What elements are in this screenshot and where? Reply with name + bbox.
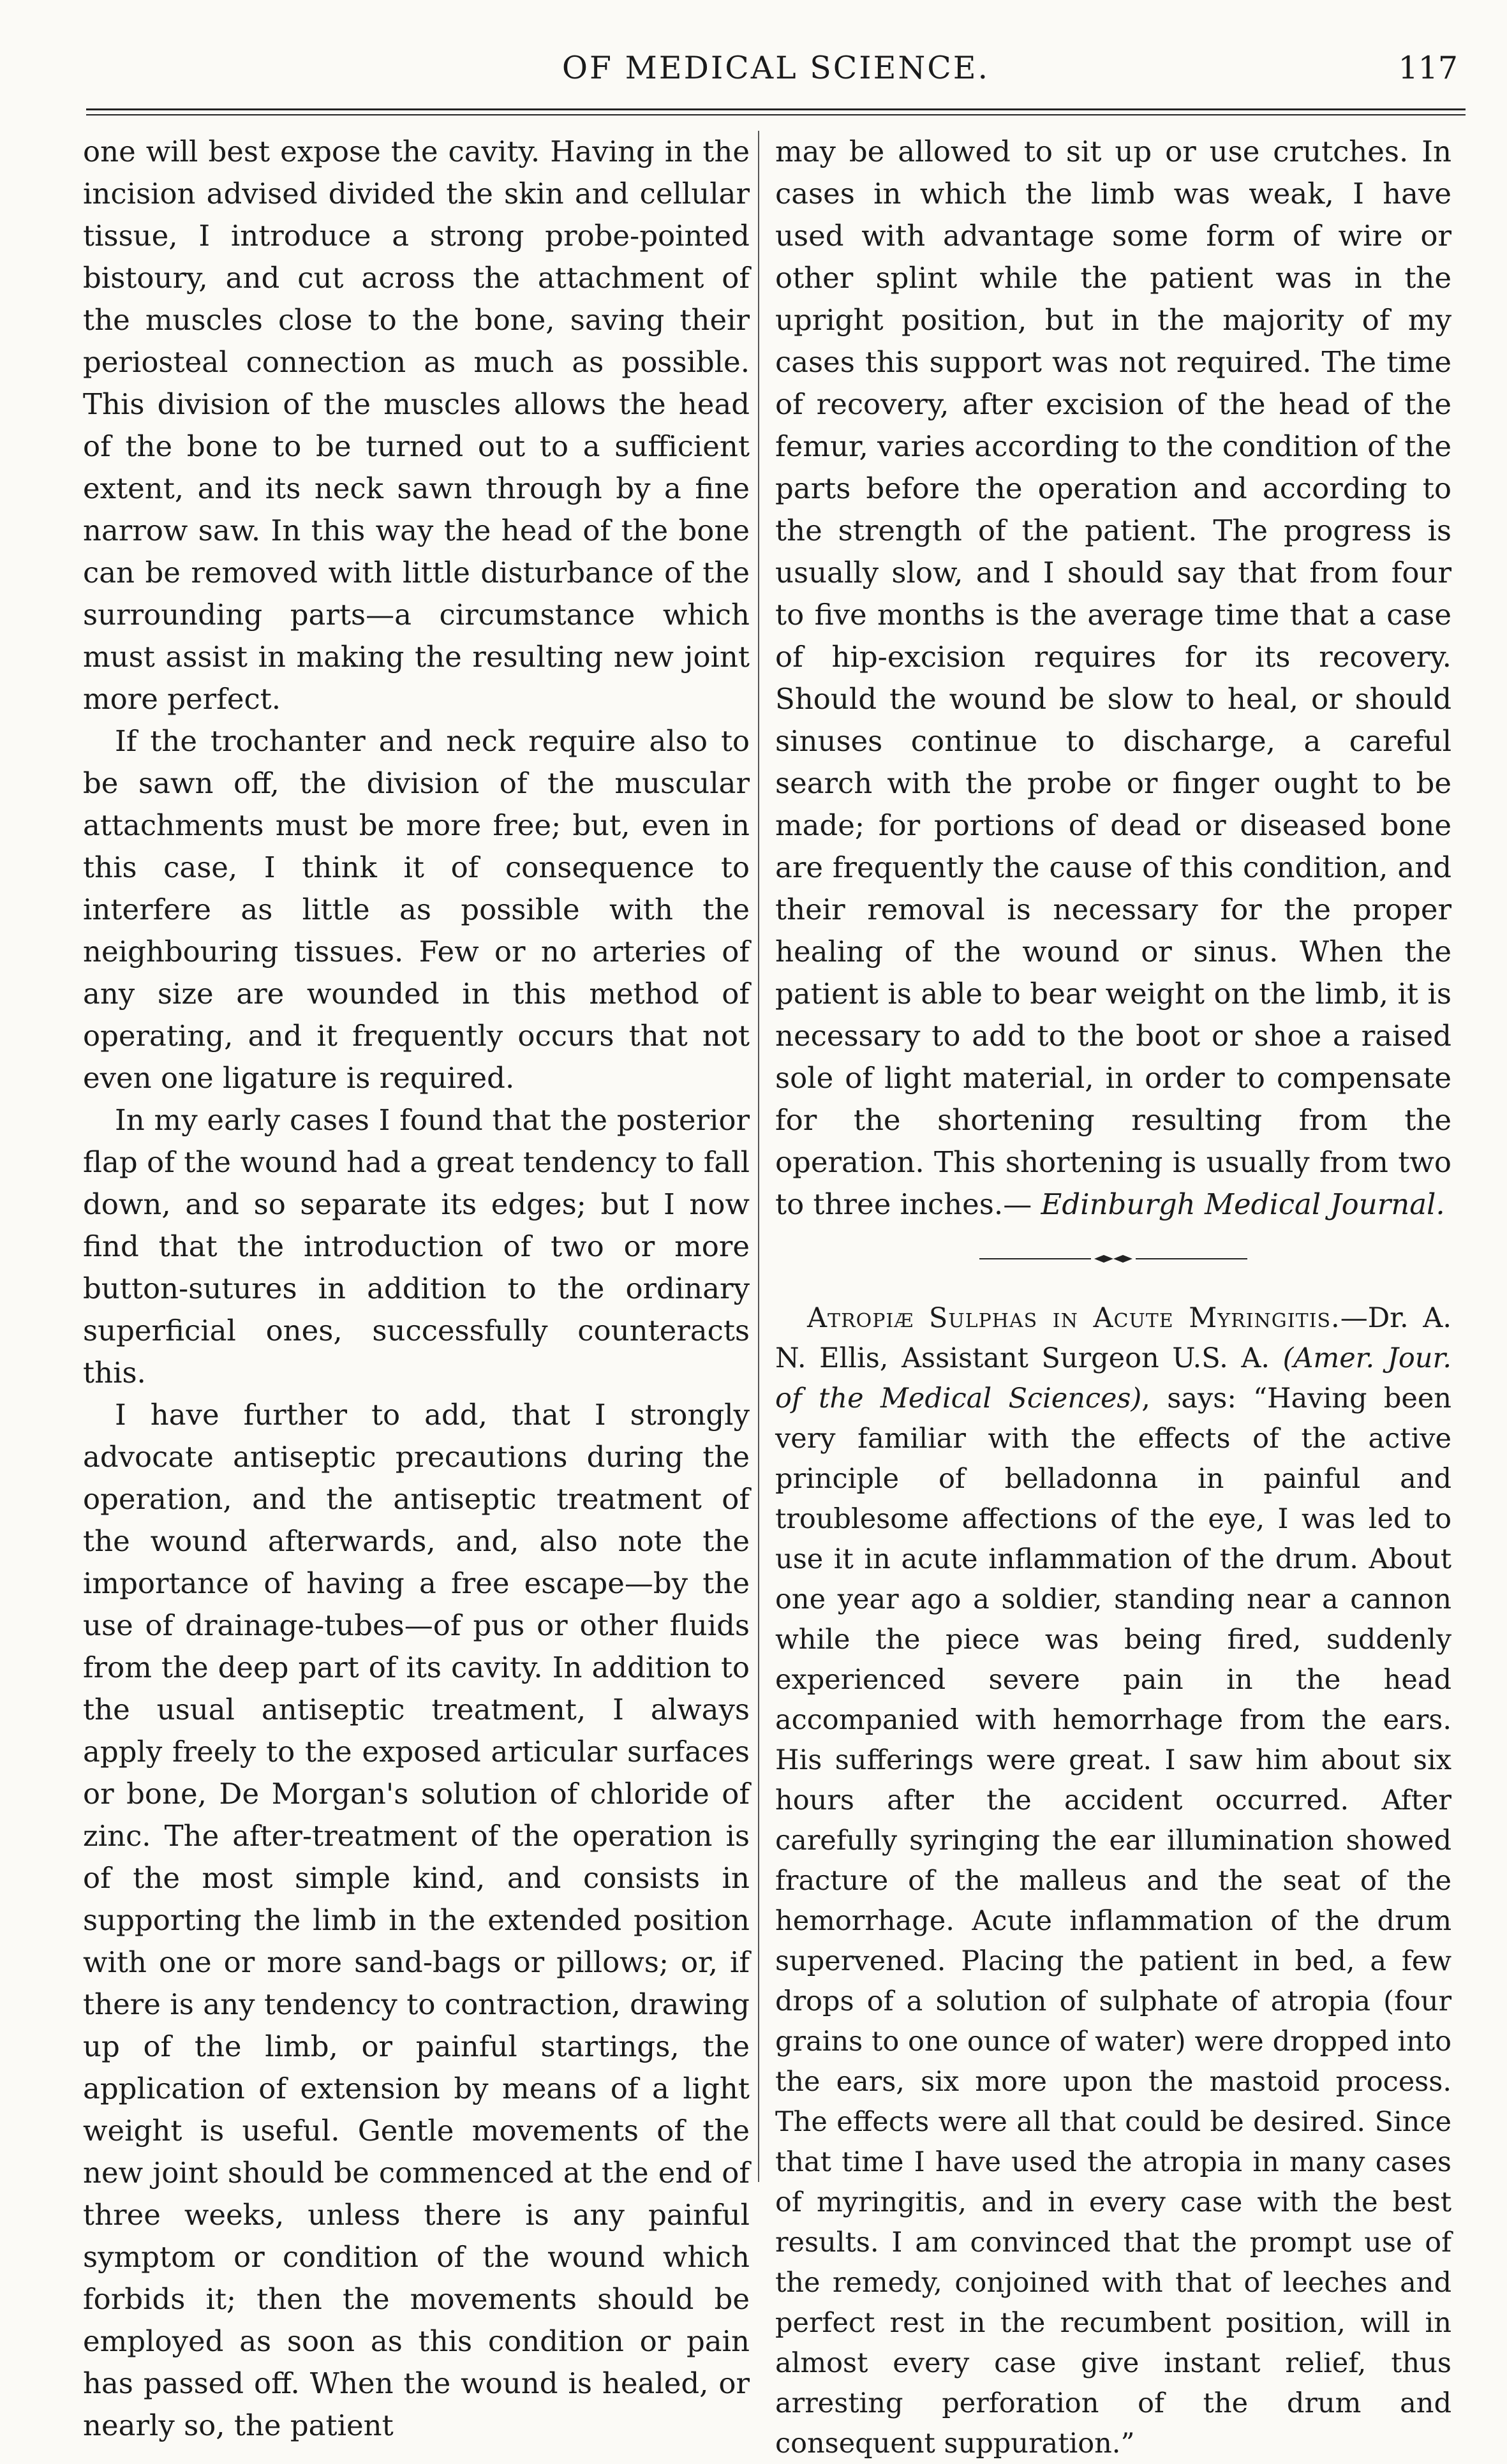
article-author: —Dr. A. N. Ellis, Assistant Surgeon U.S. A. — [775, 1302, 1451, 1374]
right-column — [775, 131, 1451, 2464]
column-divider — [758, 131, 759, 2182]
paragraph-antiseptic: I have further to add, that I strongly advocate antiseptic precautions during the operation, and the antiseptic treatment of the wound afterwards, and, also note the importance of having a free escape—by the use of drainage-tubes—of pus or other fluids from the deep part of its cavity. In addition to the usual antiseptic treatment, I always apply freely to the exposed articular surfaces or bone, De Morgan's solution of chloride of zinc. The after-treatment of the operation is of the most simple kind, and consists in supporting the limb in the extended position with one or more sand-bags or pillows; or, if there is any tendency to contraction, drawing up of the limb, or painful startings, the application of extension by means of a light weight is useful. Gentle movements of the new joint should be commenced at the end of three weeks, unless there is any painful symptom or condition of the wound which forbids it; then the movements should be employed as soon as this condition or pain has passed off. When the wound is healed, or nearly so, the patient — [83, 1398, 750, 2442]
article-title: Atropiæ Sulphas in Acute Myringitis. — [807, 1302, 1340, 1334]
section-ornament — [979, 1252, 1247, 1265]
paragraph-recovery — [775, 131, 1451, 1226]
paragraph-continuation: one will best expose the cavity. Having in the incision advised divided the skin and cellular tissue, I introduce a strong probe-pointed bistoury, and cut across the attachment of the muscles close to the bone, saving their periosteal connection as much as possible. This division of the muscles allows the head of the bone to be turned out to a sufficient extent, and its neck sawn through by a fine narrow saw. In this way the head of the bone can be removed with little disturbance of the surrounding parts—a circumstance which must assist in making the resulting new joint more perfect. — [83, 135, 750, 716]
running-title: OF MEDICAL SCIENCE. — [561, 50, 990, 86]
paragraph-early-cases: In my early cases I found that the posterior flap of the wound had a great tendency to fall down, and so separate its edges; but I now find that the introduction of two or more button-sutures in addition to the ordinary superficial ones, successfully counteracts this. — [83, 1103, 750, 1390]
left-column — [83, 131, 750, 2447]
header-rule-bottom — [86, 114, 1466, 115]
article-atropiae — [775, 1298, 1451, 2464]
page-number: 117 — [1398, 50, 1458, 86]
source-citation: Edinburgh Medical Journal. — [1041, 1187, 1445, 1221]
article-journal: (Amer. Jour. of the Medical Sciences) — [775, 1342, 1452, 1414]
article-body: , says: “Having been very familiar with the effects of the active principle of belladonna in painful and troublesome affections of the eye, I was led to use it in acute inflammation of the drum. About one year ago a soldier, standing near a cannon while the piece was being fired, suddenly experienced severe pain in the head accompanied with hemorrhage from the ears. His sufferings were great. I saw him about six hours after the accident occurred. After carefully syringing the ear illumination showed fracture of the malleus and the seat of the hemorrhage. Acute inflammation of the drum supervened. Placing the patient in bed, a few drops of a solution of sulphate of atropia (four grains to one ounce of water) were dropped into the ears, six more upon the mastoid process. The effects were all that could be desired. Since that time I have used the atropia in many cases of myringitis, and in every case with the best results. I am convinced that the prompt use of the remedy, conjoined with that of leeches and perfect rest in the recumbent position, will in almost every case give instant relief, thus arresting perforation of the drum and consequent suppuration.” — [775, 1383, 1451, 2460]
paragraph-trochanter: If the trochanter and neck require also to be sawn off, the division of the muscular attachments must be more free; but, even in this case, I think it of consequence to interfere as little as possible with the neighbouring tissues. Few or no arteries of any size are wounded in this method of operating, and it frequently occurs that not even one ligature is required. — [83, 724, 750, 1095]
header-rule-top — [86, 108, 1466, 110]
page-header — [86, 50, 1466, 101]
recovery-text: may be allowed to sit up or use crutches. In cases in which the limb was weak, I have used with advantage some form of wire or other splint while the patient was in the upright position, but in the majority of my cases this support was not required. The time of recovery, after excision of the head of the femur, varies according to the condition of the parts before the operation and according to the strength of the patient. The progress is usually slow, and I should say that from four to five months is the average time that a case of hip-excision requires for its recovery. Should the wound be slow to heal, or should sinuses continue to discharge, a careful search with the probe or finger ought to be made; for portions of dead or diseased bone are frequently the cause of this condition, and their removal is necessary for the proper healing of the wound or sinus. When the patient is able to bear weight on the limb, it is necessary to add to the boot or shoe a raised sole of light material, in order to compensate for the shortening resulting from the operation. This shortening is usually from two to three inches.— — [775, 135, 1451, 1221]
